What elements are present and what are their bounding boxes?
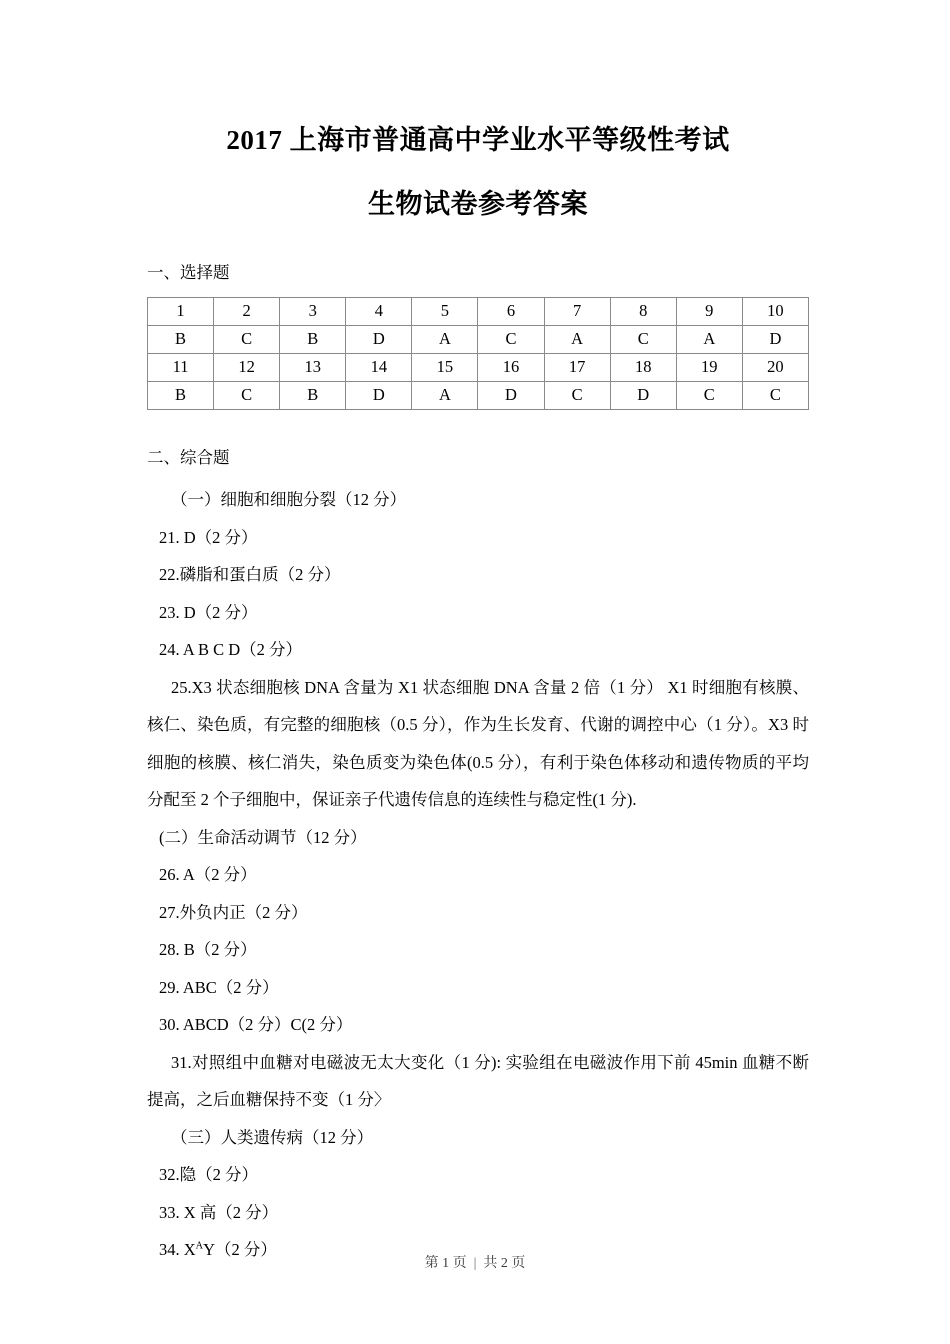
table-row xyxy=(148,381,809,409)
section-heading-multiple-choice: 一、选择题 xyxy=(147,262,230,282)
answer-q24: 24. A B C D（2 分） xyxy=(159,640,303,660)
table-cell: 15 xyxy=(412,353,478,381)
table-cell: C xyxy=(214,325,280,353)
table-cell: B xyxy=(148,381,214,409)
table-row xyxy=(148,325,809,353)
table-cell: A xyxy=(412,325,478,353)
table-cell: A xyxy=(676,325,742,353)
part-three-heading: （三）人类遗传病（12 分） xyxy=(171,1127,374,1147)
table-cell: D xyxy=(742,325,808,353)
table-cell: 18 xyxy=(610,353,676,381)
table-cell: D xyxy=(478,381,544,409)
table-cell: B xyxy=(148,325,214,353)
document-title-line2: 生物试卷参考答案 xyxy=(368,189,588,220)
table-cell: 19 xyxy=(676,353,742,381)
table-cell: C xyxy=(676,381,742,409)
table-cell: A xyxy=(544,325,610,353)
table-cell: 10 xyxy=(742,297,808,325)
answer-q25: 25.X3 状态细胞核 DNA 含量为 X1 状态细胞 DNA 含量 2 倍（1 分） X1 时细胞有核膜、核仁、染色质，有完整的细胞核（0.5 分），作为生长发育、代谢的调控中心（1 分）。X3 时细胞的核膜、核仁消失，染色质变为染色体(0.5 分），有利于染色体移动和遗传物质的平均分配至 2 个子细胞中，保证亲子代遗传信息的连续性与稳定性(1 分). xyxy=(147,677,809,810)
table-cell: 4 xyxy=(346,297,412,325)
answer-q23: 23. D（2 分） xyxy=(159,602,258,622)
part-one-group xyxy=(147,481,809,819)
answer-q33: 33. X 高（2 分） xyxy=(159,1202,279,1222)
table-cell: C xyxy=(610,325,676,353)
answer-key-table xyxy=(147,297,809,410)
table-cell: D xyxy=(610,381,676,409)
answer-q32: 32.隐（2 分） xyxy=(159,1165,258,1185)
table-row xyxy=(148,353,809,381)
answer-q22: 22.磷脂和蛋白质（2 分） xyxy=(159,565,341,585)
footer-total-pages: 共 2 页 xyxy=(483,1256,526,1271)
answer-q29: 29. ABC（2 分） xyxy=(159,977,279,997)
table-cell: D xyxy=(346,325,412,353)
table-cell: 6 xyxy=(478,297,544,325)
page-content xyxy=(147,0,809,1269)
table-row xyxy=(148,297,809,325)
answer-q34-prefix: 34. X xyxy=(159,1240,196,1260)
part-one-heading: （一）细胞和细胞分裂（12 分） xyxy=(171,490,407,510)
table-cell: C xyxy=(742,381,808,409)
table-cell: 9 xyxy=(676,297,742,325)
table-cell: D xyxy=(346,381,412,409)
table-cell: 5 xyxy=(412,297,478,325)
page-footer xyxy=(0,1252,950,1272)
answer-q31: 31.对照组中血糖对电磁波无太大变化（1 分): 实验组在电磁波作用下前 45min 血糖不断提高，之后血糖保持不变（1 分〉 xyxy=(147,1052,809,1110)
table-cell: 2 xyxy=(214,297,280,325)
answer-q34-suffix: Y（2 分） xyxy=(203,1240,277,1260)
part-two-heading: (二）生命活动调节（12 分） xyxy=(159,827,367,847)
table-cell: 20 xyxy=(742,353,808,381)
table-cell: 3 xyxy=(280,297,346,325)
table-cell: 12 xyxy=(214,353,280,381)
table-cell: A xyxy=(412,381,478,409)
table-cell: 13 xyxy=(280,353,346,381)
answer-q28: 28. B（2 分） xyxy=(159,940,257,960)
answer-q27: 27.外负内正（2 分） xyxy=(159,902,308,922)
table-cell: 1 xyxy=(148,297,214,325)
table-cell: C xyxy=(544,381,610,409)
table-cell: B xyxy=(280,381,346,409)
table-cell: B xyxy=(280,325,346,353)
table-cell: 8 xyxy=(610,297,676,325)
section-heading-comprehensive: 二、综合题 xyxy=(147,447,230,467)
answer-q30: 30. ABCD（2 分）C(2 分） xyxy=(159,1015,353,1035)
part-two-group xyxy=(147,819,809,1119)
table-cell: 16 xyxy=(478,353,544,381)
document-title-line1: 2017 上海市普通高中学业水平等级性考试 xyxy=(226,125,730,155)
table-cell: 17 xyxy=(544,353,610,381)
table-cell: 11 xyxy=(148,353,214,381)
table-cell: C xyxy=(214,381,280,409)
part-three-group xyxy=(147,1119,809,1269)
table-cell: 14 xyxy=(346,353,412,381)
answer-q34-superscript: A xyxy=(195,1240,204,1252)
answer-q21: 21. D（2 分） xyxy=(159,527,258,547)
table-cell: 7 xyxy=(544,297,610,325)
footer-separator: | xyxy=(473,1256,477,1271)
table-cell: C xyxy=(478,325,544,353)
footer-current-page: 第 1 页 xyxy=(424,1256,467,1271)
answer-q26: 26. A（2 分） xyxy=(159,865,257,885)
